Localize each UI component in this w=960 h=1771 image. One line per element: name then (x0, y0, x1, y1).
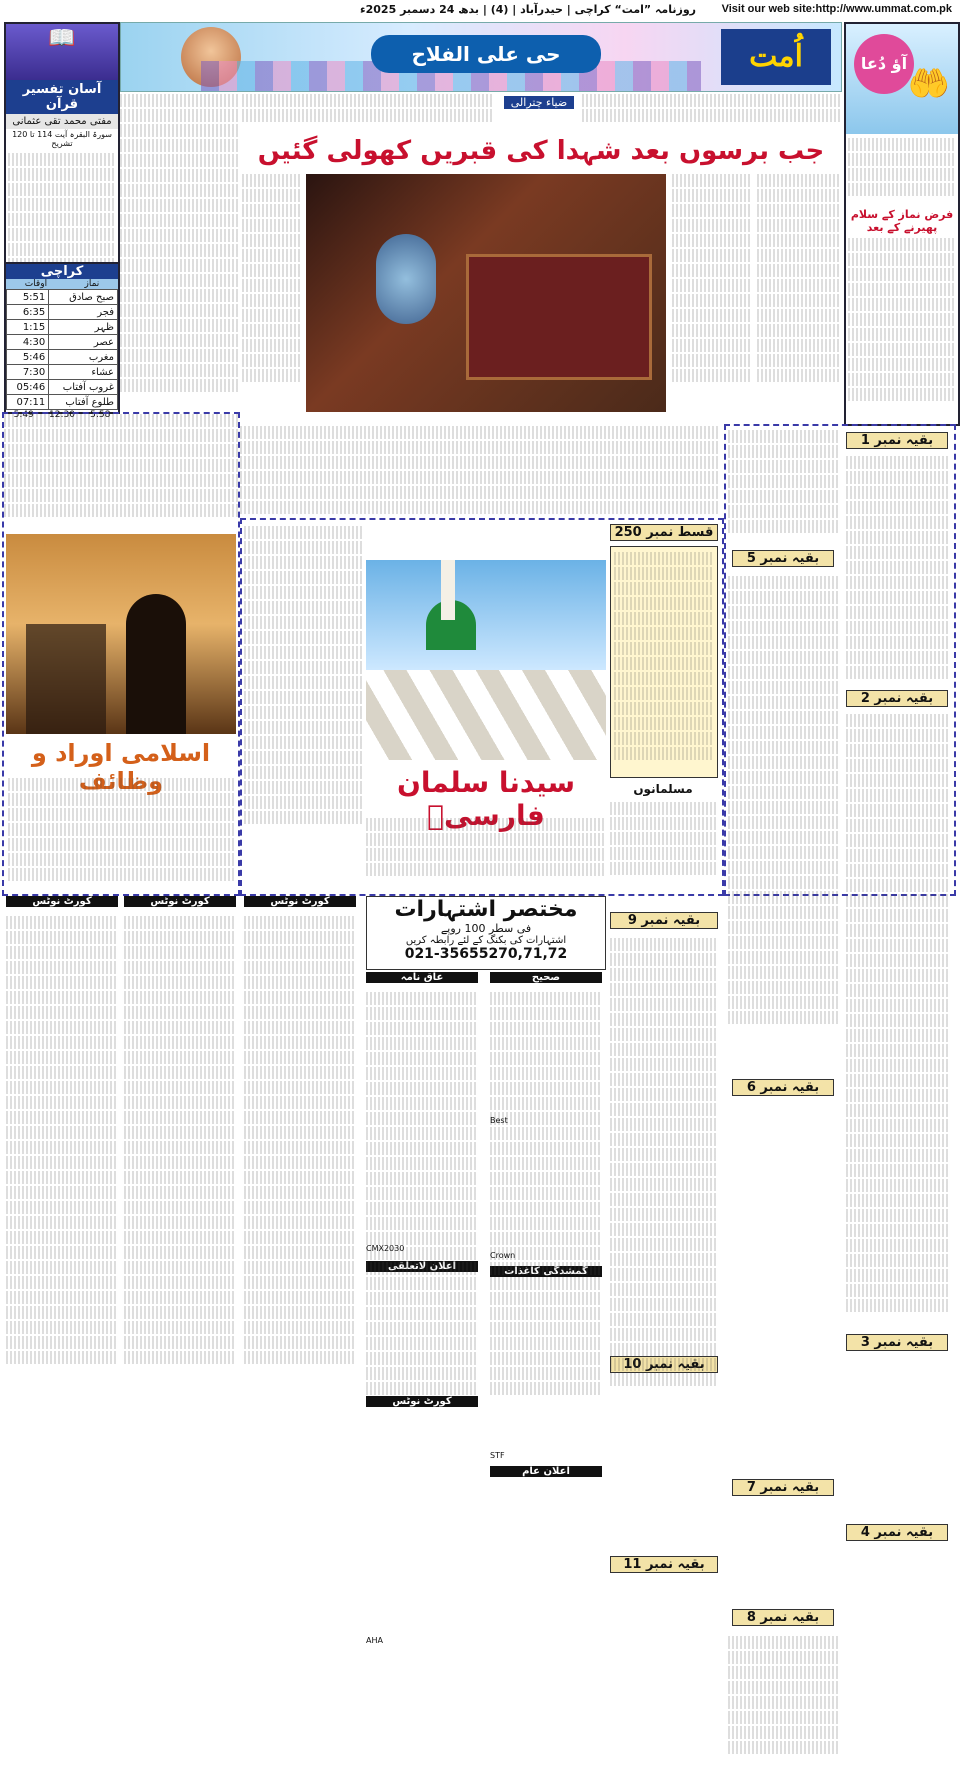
main-story-image (306, 174, 666, 412)
madinah-image (366, 560, 606, 760)
main-story-byline: ضیاء چترالی (504, 96, 574, 109)
prayer-name: ظہر (49, 320, 118, 335)
tag-crown: Crown (490, 1251, 516, 1260)
tafseer-box (4, 22, 120, 266)
episode-sidebox (610, 546, 718, 778)
prayer-time: 6:35 (7, 305, 49, 320)
tafseer-title: آسان تفسیر قرآن (6, 80, 118, 114)
classified-col-5 (490, 990, 602, 1760)
tafseer-text (6, 149, 118, 273)
continuation-4: بقیہ نمبر 4 (846, 1524, 948, 1541)
dua-text (846, 234, 958, 428)
salman-title: سیدنا سلمان فارسیؓ (396, 766, 576, 832)
lantern-illustration (376, 234, 436, 324)
continuation-8-text (728, 1634, 840, 1764)
salman-col-right (610, 800, 716, 886)
classifieds-phone[interactable]: 021-35655270,71,72 (404, 946, 568, 962)
awrad-text (8, 776, 234, 886)
prayer-times-box (4, 262, 120, 420)
elan-aam-header: اعلان عام (490, 1466, 602, 1477)
continuation-9: بقیہ نمبر 9 (610, 912, 718, 929)
main-story-col-2 (672, 172, 752, 422)
continuation-8: بقیہ نمبر 8 (732, 1609, 834, 1626)
tag-stf: STF (490, 1451, 505, 1460)
mosque-silhouette (26, 624, 106, 734)
prayer-time: 07:11 (7, 395, 49, 410)
tag-aha: AHA (366, 1636, 383, 1645)
court-notice-header-1: کورٹ نوٹس (6, 896, 118, 907)
prayer-name: فجر (49, 305, 118, 320)
classifieds-title: مختصر اشتہارات (394, 897, 578, 922)
prayer-row (7, 365, 118, 380)
classified-col-6 (610, 936, 718, 1766)
dua-prayer-heading: فرض نماز کے سلام پھیرنے کے بعد (850, 208, 954, 234)
prayer-name: صبح صادق (49, 290, 118, 305)
continuation-7: بقیہ نمبر 7 (732, 1479, 834, 1496)
tafseer-note: سورۃ البقرہ آیت 114 تا 120 تشریح (12, 130, 112, 148)
prayer-table (6, 289, 118, 410)
prayer-name: طلوع آفتاب (49, 395, 118, 410)
main-story-col-3 (757, 172, 840, 422)
prayer-row (7, 305, 118, 320)
salman-feature (240, 518, 724, 896)
tag-cmx: CMX2030 (366, 1244, 405, 1253)
main-story-col-1 (242, 172, 302, 422)
masthead-banner (120, 22, 842, 92)
continuation-left-text (728, 428, 840, 548)
court-notice-header-2: کورٹ نوٹس (124, 896, 236, 907)
continuation-1: بقیہ نمبر 1 (846, 432, 948, 449)
classifieds-subline: اشتہارات کی بکنگ کے لئے رابطہ کریں (405, 935, 567, 946)
prayer-subheads (6, 279, 118, 289)
main-story-lead-text (242, 92, 492, 132)
awrad-title: اسلامی اوراد و وظائف (31, 739, 211, 795)
banner-title: حی علی الفلاح (371, 35, 601, 73)
quran-book-illustration (466, 254, 652, 380)
continuation-2-text (846, 712, 950, 1762)
prayer-subhead-1: اوقات (24, 279, 48, 289)
left-column-text (120, 92, 238, 422)
continuation-3: بقیہ نمبر 3 (846, 1334, 948, 1351)
classifieds-rate: فی سطر 100 روپے (440, 922, 532, 935)
prayer-row (7, 380, 118, 395)
tafseer-logo (6, 24, 118, 80)
prayer-time: 7:30 (7, 365, 49, 380)
episode-text (611, 547, 717, 773)
continuation-10: بقیہ نمبر 10 (610, 1356, 718, 1373)
main-story (242, 92, 840, 422)
prayer-time: 05:46 (7, 380, 49, 395)
episode-label: قسط نمبر 250 (610, 524, 718, 541)
salman-below-text (366, 816, 606, 886)
dua-box (844, 22, 960, 426)
newspaper-logo: اُمت (721, 29, 831, 85)
sahih-header: صحیح (490, 972, 602, 983)
praying-hands-icon: 🤲 (907, 64, 950, 104)
dua-title: آؤ دُعا (854, 34, 914, 94)
la-taalluqi-header: اعلان لاتعلقی (366, 1261, 478, 1272)
prayer-time: 1:15 (7, 320, 49, 335)
side-time: 5:49 (13, 410, 34, 420)
main-story-lead-right (582, 92, 840, 132)
salman-col-left (244, 524, 362, 890)
prayer-row (7, 320, 118, 335)
prayer-row (7, 335, 118, 350)
continuation-1-text (846, 454, 950, 684)
court-notice-header-4: کورٹ نوٹس (366, 1396, 478, 1407)
salman-side-label: مسلمانوں (633, 782, 693, 796)
court-notice-header-3: کورٹ نوٹس (244, 896, 356, 907)
side-time: 12:30 (49, 410, 75, 420)
prayer-name: عصر (49, 335, 118, 350)
classified-col-2 (124, 914, 236, 1764)
prayer-name: عشاء (49, 365, 118, 380)
umbrellas (366, 670, 606, 760)
prayer-time: 5:51 (7, 290, 49, 305)
side-time: 5:58 (90, 410, 111, 420)
awrad-feature (2, 412, 240, 896)
top-bar (0, 0, 960, 22)
silhouette-figure (126, 594, 186, 734)
prayer-name: غروب آفتاب (49, 380, 118, 395)
prayer-row (7, 350, 118, 365)
tafseer-author: مفتی محمد تقی عثمانی (6, 114, 118, 129)
center-strip-text (240, 424, 720, 516)
awrad-image (6, 534, 236, 734)
website-link[interactable]: Visit our web site:http://www.ummat.com.pk (721, 3, 952, 15)
book-icon: 📖 (48, 26, 76, 51)
dua-header (846, 24, 958, 134)
prayer-city: کراچی (6, 264, 118, 279)
prayer-name: مغرب (49, 350, 118, 365)
prayer-row (7, 395, 118, 410)
continuation-11: بقیہ نمبر 11 (610, 1556, 718, 1573)
gumshudgi-header: گمشدگی کاغذات (490, 1266, 602, 1277)
continuation-2: بقیہ نمبر 2 (846, 690, 948, 707)
classified-col-1 (6, 914, 118, 1764)
continuation-5: بقیہ نمبر 5 (732, 550, 834, 567)
classified-col-3 (244, 914, 356, 1764)
classifieds-section (2, 896, 722, 1771)
main-headline: جب برسوں بعد شہدا کی قبریں کھولی گئیں (257, 136, 825, 166)
prayer-time: 4:30 (7, 335, 49, 350)
dateline: روزنامہ ”امت“ کراچی | حیدرآباد | (4) | بدھ 24 دسمبر 2025ء (360, 3, 696, 16)
classifieds-header (366, 896, 606, 970)
prayer-row (7, 290, 118, 305)
prayer-time: 5:46 (7, 350, 49, 365)
minaret (441, 560, 455, 620)
tag-best: Best (490, 1116, 508, 1125)
dua-intro-text (846, 134, 958, 208)
aaq-nama-header: عاق نامہ (366, 972, 478, 983)
continuation-6: بقیہ نمبر 6 (732, 1079, 834, 1096)
continuation-5-text (728, 574, 840, 1334)
prayer-subhead-2: نماز (84, 279, 100, 289)
right-continuations (724, 424, 956, 1771)
